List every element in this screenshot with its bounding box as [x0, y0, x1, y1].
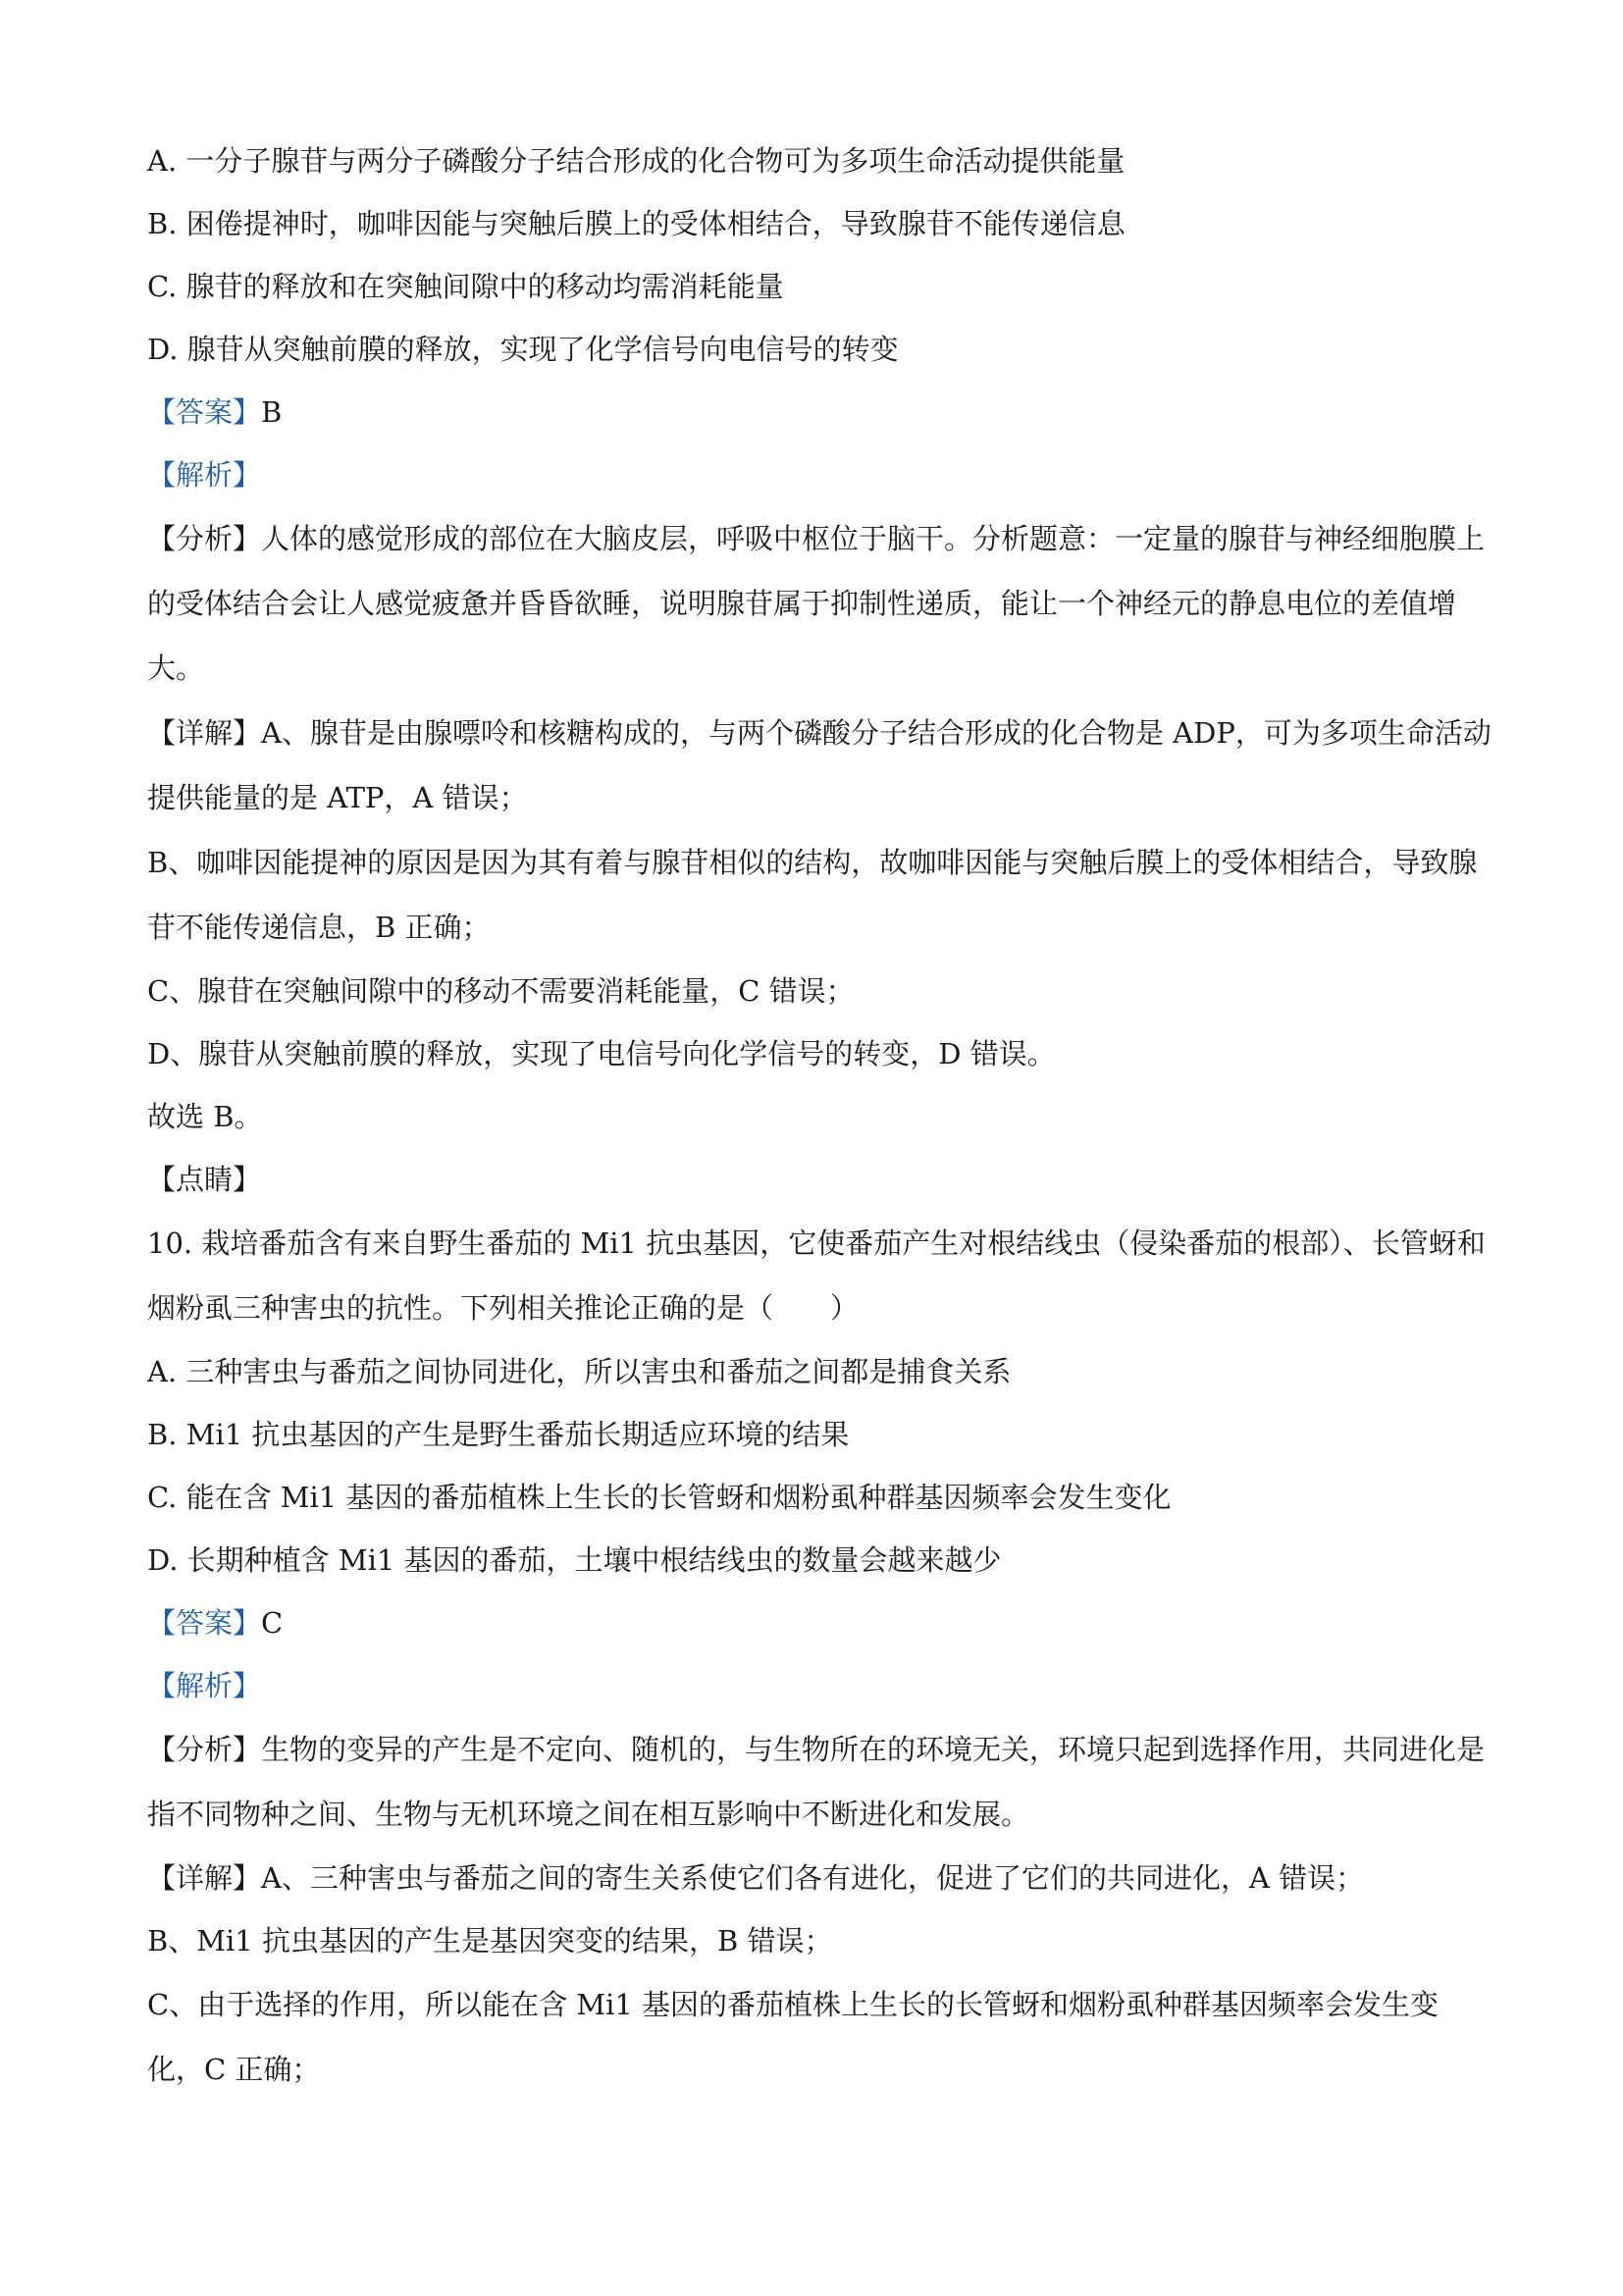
q9-detail-b: B、咖啡因能提神的原因是因为其有着与腺苷相似的结构，故咖啡因能与突触后膜上的受体相结合，导致腺苷不能传递信息，B 正确； [147, 846, 1478, 944]
q9-answer-value: B [261, 395, 283, 429]
q10-option-d: D. 长期种植含 Mi1 基因的番茄，土壤中根结线虫的数量会越来越少 [147, 1543, 1002, 1577]
q9-fenxi [147, 506, 1492, 701]
q9-dianjing [147, 1148, 1492, 1211]
q9-option-b: B. 困倦提神时，咖啡因能与突触后膜上的受体相结合，导致腺苷不能传递信息 [147, 207, 1126, 240]
q10-detail-tag: 【详解】 [147, 1861, 262, 1895]
q9-fenxi-tag: 【分析】 [147, 522, 262, 555]
q9-detail-c: C、腺苷在突触间隙中的移动不需要消耗能量，C 错误； [147, 974, 855, 1008]
q9-detail-a [147, 701, 1492, 830]
q10-analysis-tag: 【解析】 [147, 1669, 262, 1702]
q10-answer-tag: 【答案】 [147, 1606, 262, 1640]
q9-detail-tag: 【详解】 [147, 716, 262, 750]
q10-fenxi [147, 1717, 1492, 1847]
q9-conclusion: 故选 B。 [147, 1100, 263, 1133]
q10-answer-value: C [261, 1606, 284, 1640]
document-page [147, 130, 1492, 2102]
q10-detail-a-text: A、三种害虫与番茄之间的寄生关系使它们各有进化，促进了它们的共同进化，A 错误； [261, 1861, 1365, 1895]
q9-fenxi-text: 人体的感觉形成的部位在大脑皮层，呼吸中枢位于脑干。分析题意：一定量的腺苷与神经细胞膜上的受体结合会让人感觉疲惫并昏昏欲睡，说明腺苷属于抑制性递质，能让一个神经元的静息电位的差值增大。 [147, 522, 1486, 685]
q10-answer [147, 1592, 1492, 1654]
q9-detail-d: D、腺苷从突触前膜的释放，实现了电信号向化学信号的转变，D 错误。 [147, 1037, 1056, 1070]
q10-analysis-heading [147, 1654, 1492, 1717]
q10-detail-a [147, 1847, 1492, 1909]
q9-detail-a-text: A、腺苷是由腺嘌呤和核糖构成的，与两个磷酸分子结合形成的化合物是 ADP，可为多项生命活动提供能量的是 ATP，A 错误； [147, 716, 1492, 814]
q10-option-a: A. 三种害虫与番茄之间协同进化，所以害虫和番茄之间都是捕食关系 [147, 1355, 1012, 1388]
q9-analysis-heading [147, 444, 1492, 506]
q10-option-b: B. Mi1 抗虫基因的产生是野生番茄长期适应环境的结果 [147, 1418, 850, 1451]
q9-dianjing-tag: 【点睛】 [147, 1163, 262, 1196]
q9-option-d: D. 腺苷从突触前膜的释放，实现了化学信号向电信号的转变 [147, 333, 899, 366]
q10-fenxi-tag: 【分析】 [147, 1733, 262, 1766]
q9-analysis-tag: 【解析】 [147, 458, 262, 492]
q10-stem: 10. 栽培番茄含有来自野生番茄的 Mi1 抗虫基因，它使番茄产生对根结线虫（侵染番茄的根部）、长管蚜和烟粉虱三种害虫的抗性。下列相关推论正确的是（ ） [147, 1226, 1486, 1325]
q9-option-a: A. 一分子腺苷与两分子磷酸分子结合形成的化合物可为多项生命活动提供能量 [147, 144, 1126, 178]
q10-detail-c: C、由于选择的作用，所以能在含 Mi1 基因的番茄植株上生长的长管蚜和烟粉虱种群基因频率会发生变化，C 正确； [147, 1988, 1440, 2086]
q9-answer [147, 381, 1492, 444]
q10-detail-b: B、Mi1 抗虫基因的产生是基因突变的结果，B 错误； [147, 1924, 833, 1957]
q10-fenxi-text: 生物的变异的产生是不定向、随机的，与生物所在的环境无关，环境只起到选择作用，共同进化是指不同物种之间、生物与无机环境之间在相互影响中不断进化和发展。 [147, 1733, 1486, 1831]
q9-answer-tag: 【答案】 [147, 395, 262, 429]
q9-option-c: C. 腺苷的释放和在突触间隙中的移动均需消耗能量 [147, 270, 784, 303]
q10-option-c: C. 能在含 Mi1 基因的番茄植株上生长的长管蚜和烟粉虱种群基因频率会发生变化 [147, 1481, 1172, 1514]
